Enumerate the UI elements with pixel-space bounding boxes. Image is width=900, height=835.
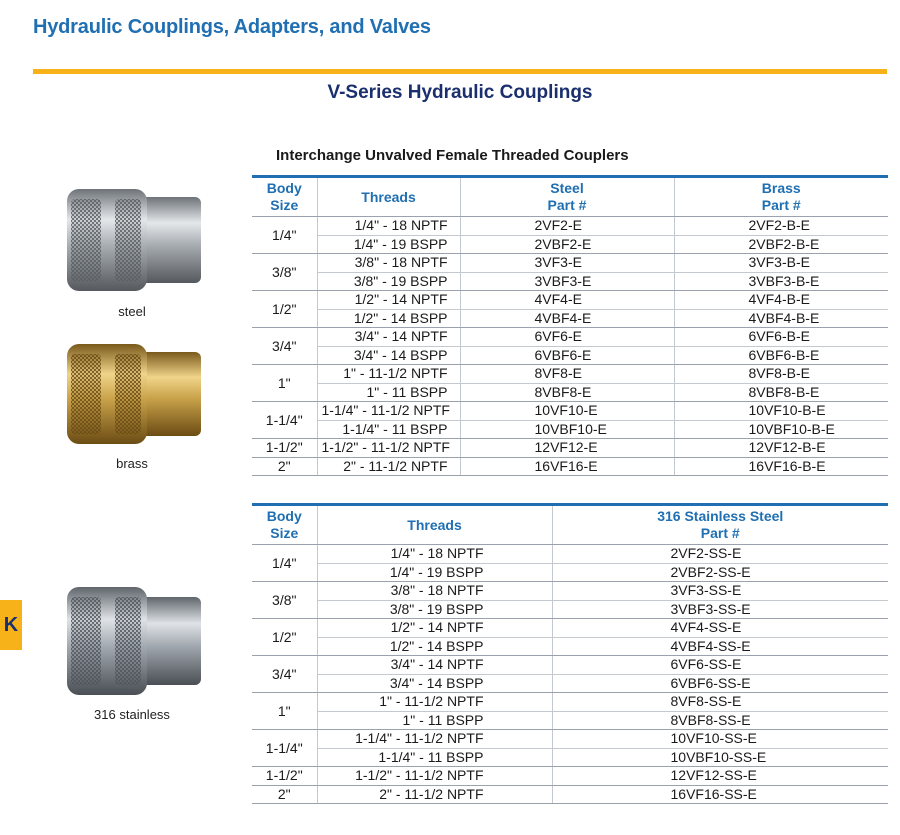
thread-cell: 1-1/4" - 11 BSPP xyxy=(317,420,460,439)
part-part-cell: 10VF10-SS-E xyxy=(552,730,888,749)
steel-part-cell: 10VBF10-E xyxy=(460,420,674,439)
steel-part-cell: 4VBF4-E xyxy=(460,309,674,328)
body-size-cell: 3/8" xyxy=(252,582,317,619)
thread-cell: 3/4" - 14 BSPP xyxy=(317,674,552,693)
brass-part-cell: 3VBF3-B-E xyxy=(674,272,888,291)
steel-part-cell: 3VF3-E xyxy=(460,254,674,273)
body-size-header: Body Size xyxy=(252,505,317,545)
brass-part-cell: 10VF10-B-E xyxy=(674,402,888,421)
part-part-cell: 4VBF4-SS-E xyxy=(552,637,888,656)
threads-header: Threads xyxy=(317,505,552,545)
brass-part-cell: 6VBF6-B-E xyxy=(674,346,888,365)
brass-product xyxy=(42,340,222,471)
steel-part-cell: 3VBF3-E xyxy=(460,272,674,291)
header-divider xyxy=(33,69,887,74)
table-row xyxy=(252,383,888,402)
brass-part-cell: 3VF3-B-E xyxy=(674,254,888,273)
part-part-cell: 2VF2-SS-E xyxy=(552,545,888,564)
stainless-part-header: 316 Stainless Steel Part # xyxy=(552,505,888,545)
steel-coupler-image xyxy=(57,183,207,298)
part-part-cell: 6VF6-SS-E xyxy=(552,656,888,675)
table-row xyxy=(252,637,888,656)
thread-cell: 3/8" - 19 BSPP xyxy=(317,272,460,291)
body-size-cell: 1-1/4" xyxy=(252,730,317,767)
steel-part-cell: 10VF10-E xyxy=(460,402,674,421)
thread-cell: 1" - 11-1/2 NPTF xyxy=(317,365,460,384)
table-row xyxy=(252,328,888,347)
series-title: V-Series Hydraulic Couplings xyxy=(327,82,593,103)
body-size-cell: 1/2" xyxy=(252,619,317,656)
thread-cell: 3/8" - 18 NPTF xyxy=(317,254,460,273)
table-row xyxy=(252,402,888,421)
table-header-row xyxy=(252,177,888,217)
part-part-cell: 8VF8-SS-E xyxy=(552,693,888,712)
thread-cell: 1/4" - 18 NPTF xyxy=(317,217,460,236)
body-size-cell: 2" xyxy=(252,457,317,476)
table-row xyxy=(252,563,888,582)
body-size-cell: 1/2" xyxy=(252,291,317,328)
brass-part-cell: 6VF6-B-E xyxy=(674,328,888,347)
table-row xyxy=(252,674,888,693)
thread-cell: 1-1/4" - 11 BSPP xyxy=(317,748,552,767)
steel-part-cell: 4VF4-E xyxy=(460,291,674,310)
steel-part-cell: 8VBF8-E xyxy=(460,383,674,402)
thread-cell: 1/4" - 19 BSPP xyxy=(317,563,552,582)
table-header-row xyxy=(252,505,888,545)
part-part-cell: 3VBF3-SS-E xyxy=(552,600,888,619)
table-row xyxy=(252,272,888,291)
steel-part-cell: 16VF16-E xyxy=(460,457,674,476)
body-size-cell: 3/4" xyxy=(252,328,317,365)
threads-header: Threads xyxy=(317,177,460,217)
stainless-coupler-image xyxy=(57,583,207,701)
steel-part-header: Steel Part # xyxy=(460,177,674,217)
thread-cell: 1-1/4" - 11-1/2 NPTF xyxy=(317,730,552,749)
stainless-caption: 316 stainless xyxy=(94,707,170,722)
steel-part-cell: 6VF6-E xyxy=(460,328,674,347)
brass-caption: brass xyxy=(116,456,148,471)
table-row xyxy=(252,785,888,804)
thread-cell: 1/2" - 14 NPTF xyxy=(317,291,460,310)
steel-part-cell: 6VBF6-E xyxy=(460,346,674,365)
body-size-header: Body Size xyxy=(252,177,317,217)
body-size-cell: 1-1/4" xyxy=(252,402,317,439)
part-part-cell: 3VF3-SS-E xyxy=(552,582,888,601)
body-size-cell: 1/4" xyxy=(252,545,317,582)
table-row xyxy=(252,365,888,384)
table-row xyxy=(252,619,888,638)
thread-cell: 1/2" - 14 BSPP xyxy=(317,309,460,328)
part-part-cell: 12VF12-SS-E xyxy=(552,767,888,786)
steel-part-cell: 2VF2-E xyxy=(460,217,674,236)
table-row xyxy=(252,235,888,254)
brass-part-cell: 4VF4-B-E xyxy=(674,291,888,310)
part-part-cell: 16VF16-SS-E xyxy=(552,785,888,804)
thread-cell: 1" - 11 BSPP xyxy=(317,383,460,402)
table-row xyxy=(252,420,888,439)
brass-part-cell: 2VBF2-B-E xyxy=(674,235,888,254)
stainless-product xyxy=(42,583,222,722)
table-row xyxy=(252,254,888,273)
body-size-cell: 1" xyxy=(252,693,317,730)
brass-coupler-image xyxy=(57,340,207,450)
thread-cell: 2" - 11-1/2 NPTF xyxy=(317,785,552,804)
table-row xyxy=(252,217,888,236)
table-row xyxy=(252,600,888,619)
steel-part-cell: 12VF12-E xyxy=(460,439,674,458)
thread-cell: 1-1/4" - 11-1/2 NPTF xyxy=(317,402,460,421)
table-row xyxy=(252,656,888,675)
table-row xyxy=(252,346,888,365)
steel-product xyxy=(42,183,222,319)
body-size-cell: 1/4" xyxy=(252,217,317,254)
body-size-cell: 3/4" xyxy=(252,656,317,693)
section-tab: K xyxy=(0,600,22,650)
brass-part-cell: 2VF2-B-E xyxy=(674,217,888,236)
steel-part-cell: 2VBF2-E xyxy=(460,235,674,254)
thread-cell: 1-1/2" - 11-1/2 NPTF xyxy=(317,767,552,786)
body-size-cell: 2" xyxy=(252,785,317,804)
body-size-cell: 3/8" xyxy=(252,254,317,291)
thread-cell: 3/4" - 14 NPTF xyxy=(317,328,460,347)
part-part-cell: 10VBF10-SS-E xyxy=(552,748,888,767)
table-row xyxy=(252,545,888,564)
steel-brass-table xyxy=(252,175,888,476)
thread-cell: 3/4" - 14 NPTF xyxy=(317,656,552,675)
brass-part-cell: 16VF16-B-E xyxy=(674,457,888,476)
thread-cell: 1" - 11 BSPP xyxy=(317,711,552,730)
thread-cell: 1" - 11-1/2 NPTF xyxy=(317,693,552,712)
table-row xyxy=(252,439,888,458)
table-row xyxy=(252,309,888,328)
table-row xyxy=(252,767,888,786)
part-part-cell: 4VF4-SS-E xyxy=(552,619,888,638)
table-row xyxy=(252,582,888,601)
thread-cell: 1-1/2" - 11-1/2 NPTF xyxy=(317,439,460,458)
body-size-cell: 1-1/2" xyxy=(252,439,317,458)
thread-cell: 1/2" - 14 NPTF xyxy=(317,619,552,638)
thread-cell: 1/2" - 14 BSPP xyxy=(317,637,552,656)
thread-cell: 3/4" - 14 BSPP xyxy=(317,346,460,365)
part-part-cell: 2VBF2-SS-E xyxy=(552,563,888,582)
thread-cell: 1/4" - 19 BSPP xyxy=(317,235,460,254)
brass-part-cell: 12VF12-B-E xyxy=(674,439,888,458)
part-part-cell: 8VBF8-SS-E xyxy=(552,711,888,730)
thread-cell: 2" - 11-1/2 NPTF xyxy=(317,457,460,476)
thread-cell: 3/8" - 19 BSPP xyxy=(317,600,552,619)
brass-part-header: Brass Part # xyxy=(674,177,888,217)
table1-caption: Interchange Unvalved Female Threaded Couplers xyxy=(276,147,629,164)
table-row xyxy=(252,693,888,712)
table-row xyxy=(252,457,888,476)
table-row xyxy=(252,730,888,749)
table-row xyxy=(252,748,888,767)
brass-part-cell: 8VBF8-B-E xyxy=(674,383,888,402)
body-size-cell: 1" xyxy=(252,365,317,402)
part-part-cell: 6VBF6-SS-E xyxy=(552,674,888,693)
brass-part-cell: 10VBF10-B-E xyxy=(674,420,888,439)
brass-part-cell: 8VF8-B-E xyxy=(674,365,888,384)
table-row xyxy=(252,711,888,730)
thread-cell: 1/4" - 18 NPTF xyxy=(317,545,552,564)
body-size-cell: 1-1/2" xyxy=(252,767,317,786)
steel-part-cell: 8VF8-E xyxy=(460,365,674,384)
stainless-table xyxy=(252,503,888,804)
thread-cell: 3/8" - 18 NPTF xyxy=(317,582,552,601)
table-row xyxy=(252,291,888,310)
steel-caption: steel xyxy=(118,304,146,319)
brass-part-cell: 4VBF4-B-E xyxy=(674,309,888,328)
page-header: Hydraulic Couplings, Adapters, and Valves xyxy=(33,16,431,38)
